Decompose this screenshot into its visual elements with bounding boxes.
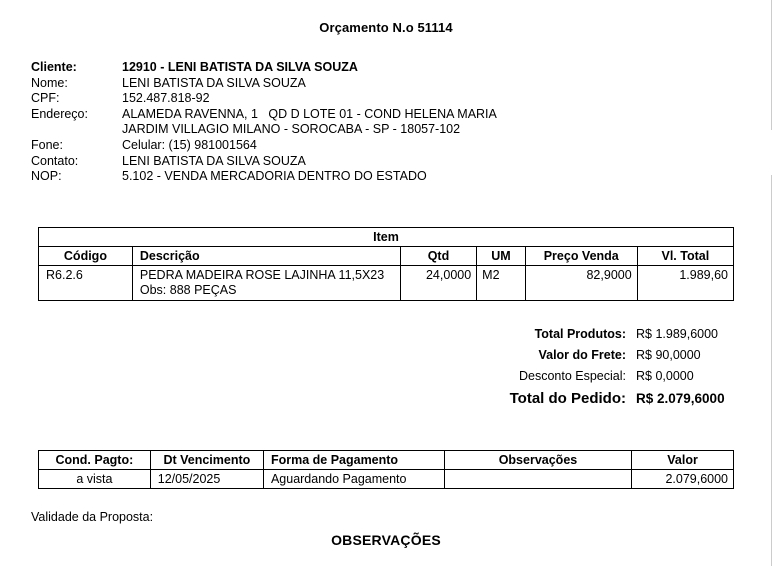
info-row-nop [31, 169, 497, 185]
table-row [39, 266, 734, 301]
info-value-fone: Celular: (15) 981001564 [122, 137, 257, 152]
info-value-cpf: 152.487.818-92 [122, 91, 210, 106]
info-value-endereco: ALAMEDA RAVENNA, 1 QD D LOTE 01 - COND HELENA MARIA [122, 106, 497, 121]
payment-forma-pagamento: Aguardando Pagamento [263, 470, 444, 489]
info-label-cliente: Cliente: [31, 60, 77, 74]
items-table-group-header-row [39, 228, 734, 247]
item-descricao: PEDRA MADEIRA ROSE LAJINHA 11,5X23 [139, 268, 385, 282]
items-table-group-header: Item [39, 228, 734, 247]
info-value-endereco-continuacao: JARDIM VILLAGIO MILANO - SOROCABA - SP - 18057-102 [122, 122, 461, 137]
page-title: Orçamento N.o 51114 [319, 20, 453, 35]
payment-valor: 2.079,6000 [632, 470, 734, 489]
observacoes-section-title: OBSERVAÇÕES [331, 532, 441, 548]
item-observacao: Obs: 888 PEÇAS [139, 283, 237, 297]
info-row-cliente [31, 60, 497, 76]
items-column-header-preco-venda: Preço Venda [525, 247, 637, 266]
totals-label-total-produtos: Total Produtos: [534, 327, 626, 341]
info-label-endereco-continuacao [31, 122, 122, 138]
payment-dt-vencimento: 12/05/2025 [150, 470, 263, 489]
payment-table [38, 450, 734, 489]
info-row-nome [31, 76, 497, 92]
table-row [39, 470, 734, 489]
info-value-contato: LENI BATISTA DA SILVA SOUZA [122, 153, 306, 168]
totals-value-valor-frete: R$ 90,0000 [636, 348, 701, 362]
info-row-endereco [31, 107, 497, 123]
payment-observacoes [444, 470, 631, 489]
totals-row-total-pedido [510, 390, 734, 407]
info-row-contato [31, 154, 497, 170]
info-label-endereco: Endereço: [31, 106, 88, 121]
item-um: M2 [477, 266, 526, 301]
item-vl-total: 1.989,60 [637, 266, 733, 301]
payment-column-header-forma-pagamento: Forma de Pagamento [263, 451, 444, 470]
payment-cond-pagto: a vista [39, 470, 151, 489]
info-label-fone: Fone: [31, 137, 63, 152]
item-descricao-cell [132, 266, 400, 301]
customer-info-block [31, 60, 497, 185]
item-codigo: R6.2.6 [39, 266, 133, 301]
info-row-fone [31, 138, 497, 154]
totals-label-desconto-especial: Desconto Especial: [518, 369, 626, 383]
items-column-header-um: UM [477, 247, 526, 266]
info-row-endereco-continuacao [31, 122, 497, 138]
totals-row-total-produtos [510, 327, 734, 341]
totals-value-total-pedido: R$ 2.079,6000 [636, 391, 725, 406]
item-preco-venda: 82,9000 [525, 266, 637, 301]
info-value-nop: 5.102 - VENDA MERCADORIA DENTRO DO ESTADO [122, 169, 427, 184]
items-column-header-vl-total: Vl. Total [637, 247, 733, 266]
payment-column-header-dt-vencimento: Dt Vencimento [150, 451, 263, 470]
payment-table-header-row [39, 451, 734, 470]
items-column-header-codigo: Código [39, 247, 133, 266]
totals-value-total-produtos: R$ 1.989,6000 [636, 327, 719, 341]
totals-row-desconto-especial [510, 369, 734, 383]
info-row-cpf [31, 91, 497, 107]
items-column-header-qtd: Qtd [400, 247, 476, 266]
info-label-cpf: CPF: [31, 91, 60, 106]
items-column-header-descricao: Descrição [132, 247, 400, 266]
totals-block [510, 327, 734, 414]
payment-column-header-observacoes: Observações [444, 451, 631, 470]
items-table [38, 227, 734, 301]
info-label-nome: Nome: [31, 75, 68, 90]
info-label-contato: Contato: [31, 153, 79, 168]
totals-value-desconto-especial: R$ 0,0000 [636, 369, 694, 383]
validade-proposta-label: Validade da Proposta: [31, 510, 154, 524]
info-value-nome: LENI BATISTA DA SILVA SOUZA [122, 75, 306, 90]
totals-row-valor-frete [510, 348, 734, 362]
info-label-nop: NOP: [31, 169, 62, 184]
info-value-cliente: 12910 - LENI BATISTA DA SILVA SOUZA [122, 60, 358, 74]
totals-label-valor-frete: Valor do Frete: [538, 348, 626, 362]
payment-column-header-valor: Valor [632, 451, 734, 470]
items-table-header-row [39, 247, 734, 266]
item-qtd: 24,0000 [400, 266, 476, 301]
payment-column-header-cond-pagto: Cond. Pagto: [39, 451, 151, 470]
totals-label-total-pedido: Total do Pedido: [509, 390, 626, 407]
